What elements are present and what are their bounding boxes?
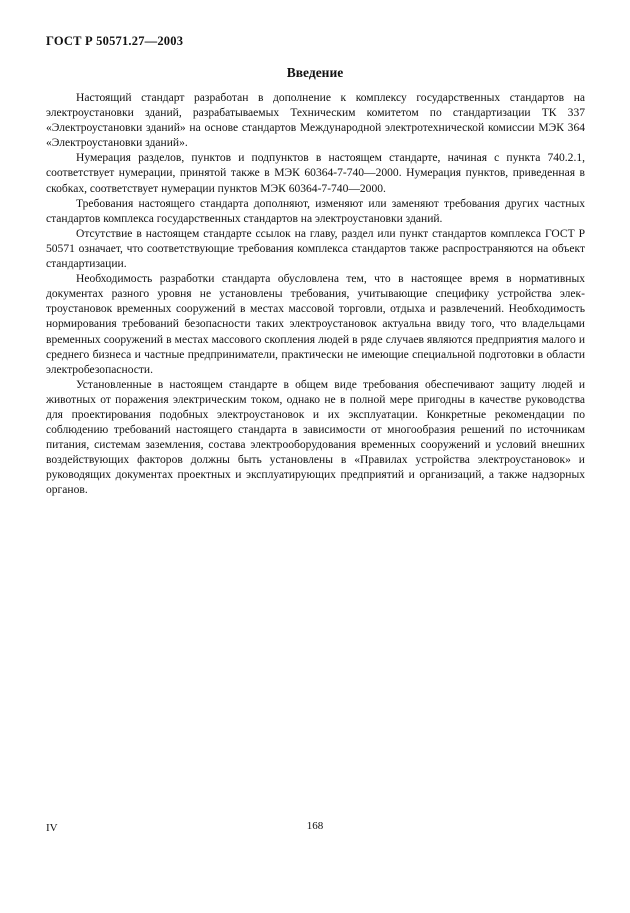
paragraph-4: Отсутствие в настоящем стандарте ссылок на главу, раздел или пункт стандартов комплекса ГОСТ Р 50571 означает, что соответствующие требования комплекса стандартов также распространяются на объект стандартизации. xyxy=(46,227,585,271)
paragraph-6: Установленные в настоящем стандарте в общем виде требования обеспечивают защиту людей и животных от поражения электрическим током, однако не в полной мере пригодны в качестве руководства для проектирования подобных электроустановок и их эксплуатации. Конкретные рекомендации по соблюдению требований настоящего стандарта в зависимости от многообразия решений по источникам питания, системам заземления, состава электрооборудования временных сооружений и условий внешних воздействующих факторов должны быть установлены в «Правилах устройства электроустановок» и руководящих документах проектных и эксплуатирующих предприятий и организаций, а также надзорных органов. xyxy=(46,378,585,497)
introduction-body xyxy=(46,91,585,499)
paragraph-1: Настоящий стандарт разработан в дополнение к комплексу государственных стандартов на электроустановки зданий, разрабатываемых Техническим комитетом по стандартизации ТК 337 «Электроустановки зданий» на основе стандартов Международной электротехнической комиссии МЭК 364 «Электроустановки зданий». xyxy=(46,92,585,150)
roman-page-number: IV xyxy=(46,822,58,834)
paragraph-2: Нумерация разделов, пунктов и подпунктов в настоящем стандарте, начиная с пункта 740.2.1, соответствует нумерации, принятой также в МЭК 60364-7-740—2000. Нумерация пунктов, приведенная в скобках, соответствует нумерации пунктов МЭК 60364-7-740—2000. xyxy=(46,152,585,195)
section-title: Введение xyxy=(286,65,344,80)
page-number: 168 xyxy=(306,820,324,832)
paragraph-3: Требования настоящего стандарта дополняют, изменяют или заменяют требования других частных стандартов комплекса государственных стандартов на электроустановки зданий. xyxy=(46,197,585,225)
document-code: ГОСТ Р 50571.27—2003 xyxy=(46,34,184,48)
paragraph-5: Необходимость разработки стандарта обусловлена тем, что в настоящее время в нормативных документах разного уровня не установлены требования, учитывающие специфику устройства электроустановок временных сооружений в местах массовой торговли, отдыха и развлечений. Необходимость нормирования требований безопасности таких электроустановок актуальна ввиду того, что владельцами временных сооружений в местах массового скопления людей в ряде случаев являются предприятия малого и среднего бизнеса и частные предприниматели, практически не имеющие специальной подготовки в области электробезопасности. xyxy=(46,273,585,376)
